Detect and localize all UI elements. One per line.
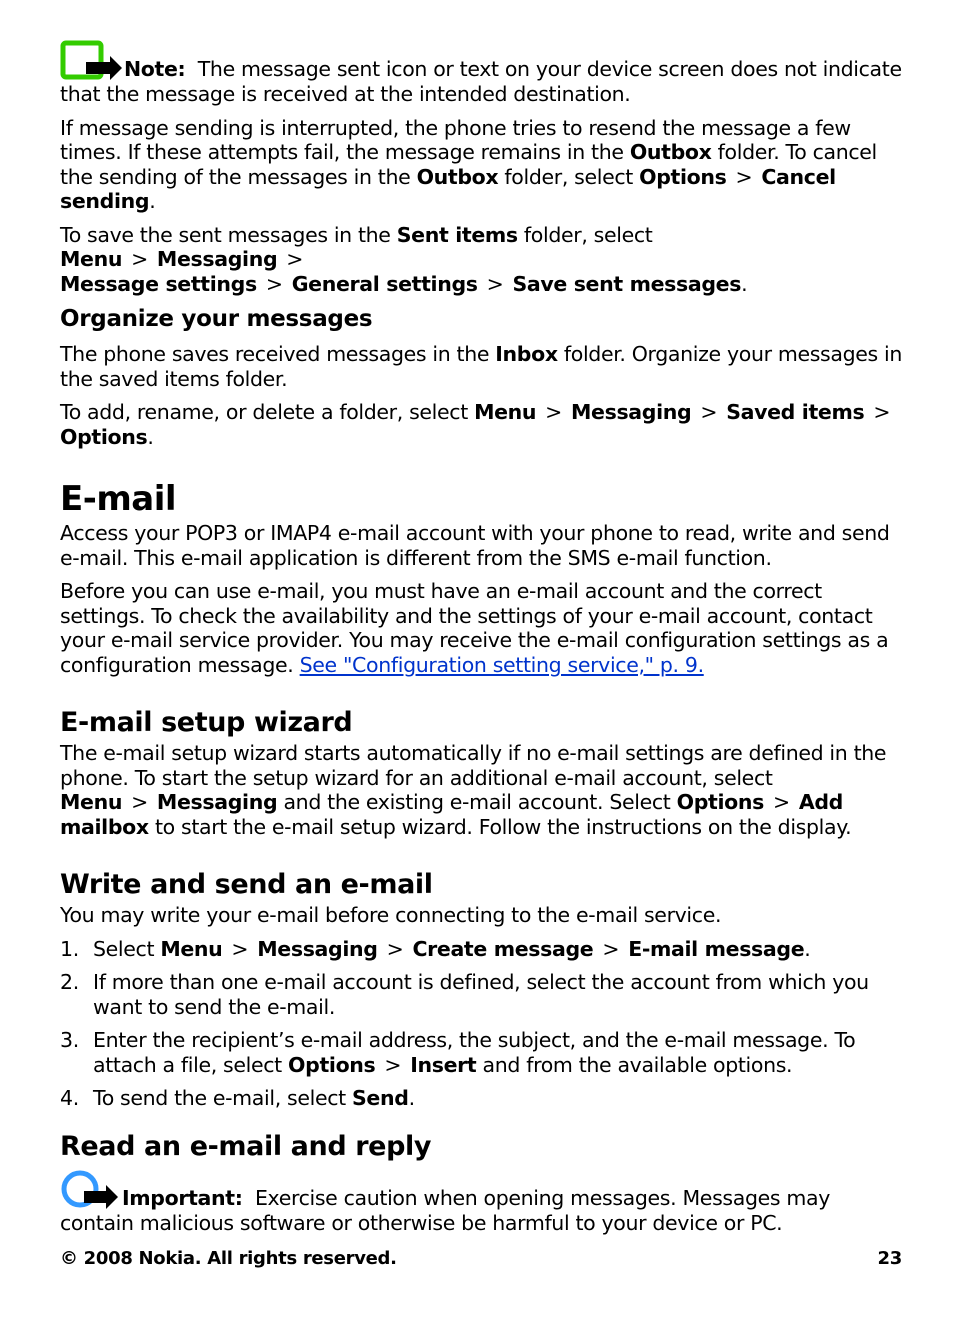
organize-paragraph-2: To add, rename, or delete a folder, select Menu > Messaging > Saved items > Options. (60, 400, 891, 449)
read-heading: Read an e-mail and reply (60, 1130, 432, 1162)
write-steps-list (60, 937, 906, 1111)
save-sent-paragraph: To save the sent messages in the Sent items folder, select Menu > Messaging > Message settings > General settings > Save sent messages. (60, 222, 748, 296)
organize-heading: Organize your messages (60, 306, 373, 332)
note-label: Note: (124, 57, 186, 81)
important-icon (60, 1169, 120, 1211)
page-number: 23 (877, 1248, 902, 1269)
wizard-paragraph: The e-mail setup wizard starts automatically if no e-mail settings are defined in the phone. To start the setup wizard for an additional e-mail account, select Menu > Messaging and the existing e-mail account. Select Options > Add mailbox to start the e-mail setup wizard. Follow the instructions on the display. (60, 741, 887, 839)
configuration-link[interactable]: See "Configuration setting service," p. 9. (299, 652, 704, 677)
copyright-text: © 2008 Nokia. All rights reserved. (60, 1248, 397, 1269)
note-paragraph (60, 40, 906, 107)
list-item: 1. Select Menu > Messaging > Create message > E-mail message. (60, 936, 811, 961)
email-title: E-mail (60, 479, 177, 519)
email-paragraph-2: Before you can use e-mail, you must have an e-mail account and the correct settings. To check the availability and the settings of your e-mail account, contact your e-mail service provider. You may receive the e-mail configuration settings as a configuration message. See "Configuration setting service," p. 9. (60, 579, 889, 677)
list-item: 3. Enter the recipient’s e-mail address, the subject, and the e-mail message. To attach a file, select Options > Insert and from the available options. (60, 1028, 856, 1077)
important-label: Important: (122, 1185, 243, 1210)
organize-paragraph-1: The phone saves received messages in the Inbox folder. Organize your messages in the saved items folder. (60, 342, 902, 391)
list-item: 4. To send the e-mail, select Send. (60, 1086, 415, 1110)
resend-paragraph: If message sending is interrupted, the phone tries to resend the message a few times. If these attempts fail, the message remains in the Outbox folder. To cancel the sending of the messages in the Outbox folder, select Options > Cancel sending. (60, 115, 877, 213)
write-heading: Write and send an e-mail (60, 869, 433, 900)
write-intro: You may write your e-mail before connecting to the e-mail service. (60, 903, 722, 927)
note-text: The message sent icon or text on your device screen does not indicate that the message is received at the intended destination. (60, 57, 902, 106)
page-footer (60, 1248, 902, 1269)
important-paragraph (60, 1169, 906, 1236)
wizard-heading: E-mail setup wizard (60, 707, 353, 738)
important-text: Exercise caution when opening messages. Messages may contain malicious software or otherwise be harmful to your device or PC. (60, 1185, 830, 1235)
email-paragraph-1: Access your POP3 or IMAP4 e-mail account with your phone to read, write and send e-mail. This e-mail application is different from the SMS e-mail function. (60, 521, 890, 570)
list-item: 2. If more than one e-mail account is defined, select the account from which you want to send the e-mail. (60, 970, 869, 1019)
page-content (60, 40, 906, 1235)
note-icon (60, 40, 122, 82)
